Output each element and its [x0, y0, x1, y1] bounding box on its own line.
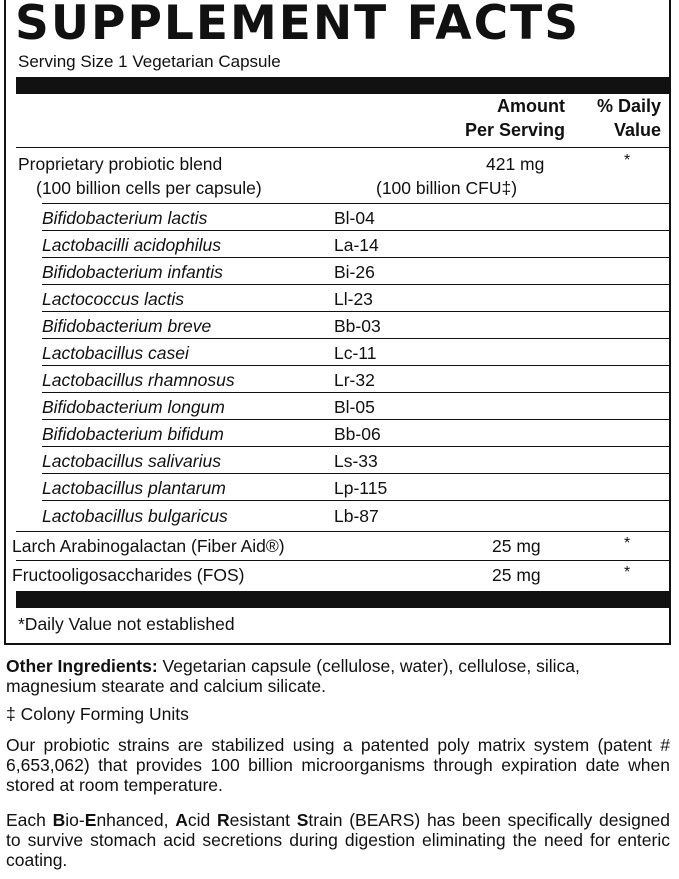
strain-name: Bifidobacterium longum: [42, 397, 225, 417]
divider-bar-top: [16, 77, 671, 94]
strain-name: Bifidobacterium lactis: [42, 208, 208, 228]
daily-value-footnote: *Daily Value not established: [18, 614, 235, 634]
other-ingredient-dv: *: [624, 535, 631, 552]
blend-amount-sub: (100 billion CFU‡): [376, 178, 518, 198]
supplement-facts-panel: [4, 0, 671, 645]
blend-amount: 421 mg: [486, 154, 545, 174]
strain-code: La-14: [334, 235, 379, 255]
divider-line: [42, 257, 671, 258]
strain-name: Lactobacillus bulgaricus: [42, 506, 228, 526]
other-ingredient-name: Larch Arabinogalactan (Fiber Aid®): [12, 536, 285, 556]
stabilized-note: Our probiotic strains are stabilized using a patented poly matrix system (patent # 6,653,062) that provides 100 billion microorganisms through expiration date when stored at room temperature.: [6, 735, 670, 795]
strain-code: Ll-23: [334, 289, 373, 309]
strain-code: Bi-26: [334, 262, 375, 282]
panel-title: SUPPLEMENT FACTS: [15, 0, 581, 51]
other-ingredient-amount: 25 mg: [492, 565, 541, 585]
divider-line: [42, 419, 671, 420]
strain-name: Lactobacillus plantarum: [42, 478, 226, 498]
divider-line: [42, 500, 671, 501]
blend-sub: (100 billion cells per capsule): [36, 178, 262, 198]
other-ingredient-amount: 25 mg: [492, 536, 541, 556]
divider-line: [42, 284, 671, 285]
other-ingredient-name: Fructooligosaccharides (FOS): [12, 565, 245, 585]
strain-code: Lc-11: [334, 343, 377, 363]
strain-code: Lp-115: [334, 478, 388, 498]
strain-name: Bifidobacterium infantis: [42, 262, 223, 282]
strain-code: Bb-06: [334, 424, 381, 444]
strain-code: Bl-04: [334, 208, 375, 228]
strain-code: Bb-03: [334, 316, 381, 336]
serving-size: Serving Size 1 Vegetarian Capsule: [18, 52, 281, 71]
cfu-note: ‡ Colony Forming Units: [6, 704, 189, 724]
strain-name: Lactobacilli acidophilus: [42, 235, 221, 255]
blend-name: Proprietary probiotic blend: [18, 154, 223, 174]
other-ingredients-text: Other Ingredients: Vegetarian capsule (cellulose, water), cellulose, silica, magnesium stearate and calcium silicate.: [6, 656, 580, 696]
divider-line: [42, 446, 671, 447]
divider-line: [42, 392, 671, 393]
divider-line: [42, 203, 671, 204]
strain-name: Lactobacillus casei: [42, 343, 189, 363]
divider-line: [42, 230, 671, 231]
daily-value-header: % Daily Value: [596, 96, 661, 140]
bears-note: Each Bio-Enhanced, Acid Resistant Strain (BEARS) has been specifically designed to survive stomach acid secretions during digestion eliminating the need for enteric coating.: [6, 810, 671, 870]
amount-header: Amount Per Serving: [464, 96, 565, 140]
divider-line: [42, 311, 671, 312]
strain-name: Bifidobacterium breve: [42, 316, 212, 336]
divider-line: [16, 531, 671, 532]
strain-name: Lactobacillus salivarius: [42, 451, 221, 471]
divider-line: [42, 473, 671, 474]
divider-line: [16, 560, 671, 561]
strain-code: Lr-32: [334, 370, 375, 390]
strain-name: Lactococcus lactis: [42, 289, 185, 309]
other-ingredient-dv: *: [624, 564, 631, 581]
strain-code: Ls-33: [334, 451, 378, 471]
strain-name: Lactobacillus rhamnosus: [42, 370, 235, 390]
other-ingredients-label: Other Ingredients:: [6, 656, 158, 676]
strain-name: Bifidobacterium bifidum: [42, 424, 224, 444]
divider-line: [42, 338, 671, 339]
strain-code: Bl-05: [334, 397, 375, 417]
divider-line: [16, 147, 671, 148]
strain-code: Lb-87: [334, 506, 379, 526]
divider-bar-bottom: [16, 591, 671, 608]
divider-line: [42, 365, 671, 366]
blend-dv: *: [624, 152, 631, 169]
